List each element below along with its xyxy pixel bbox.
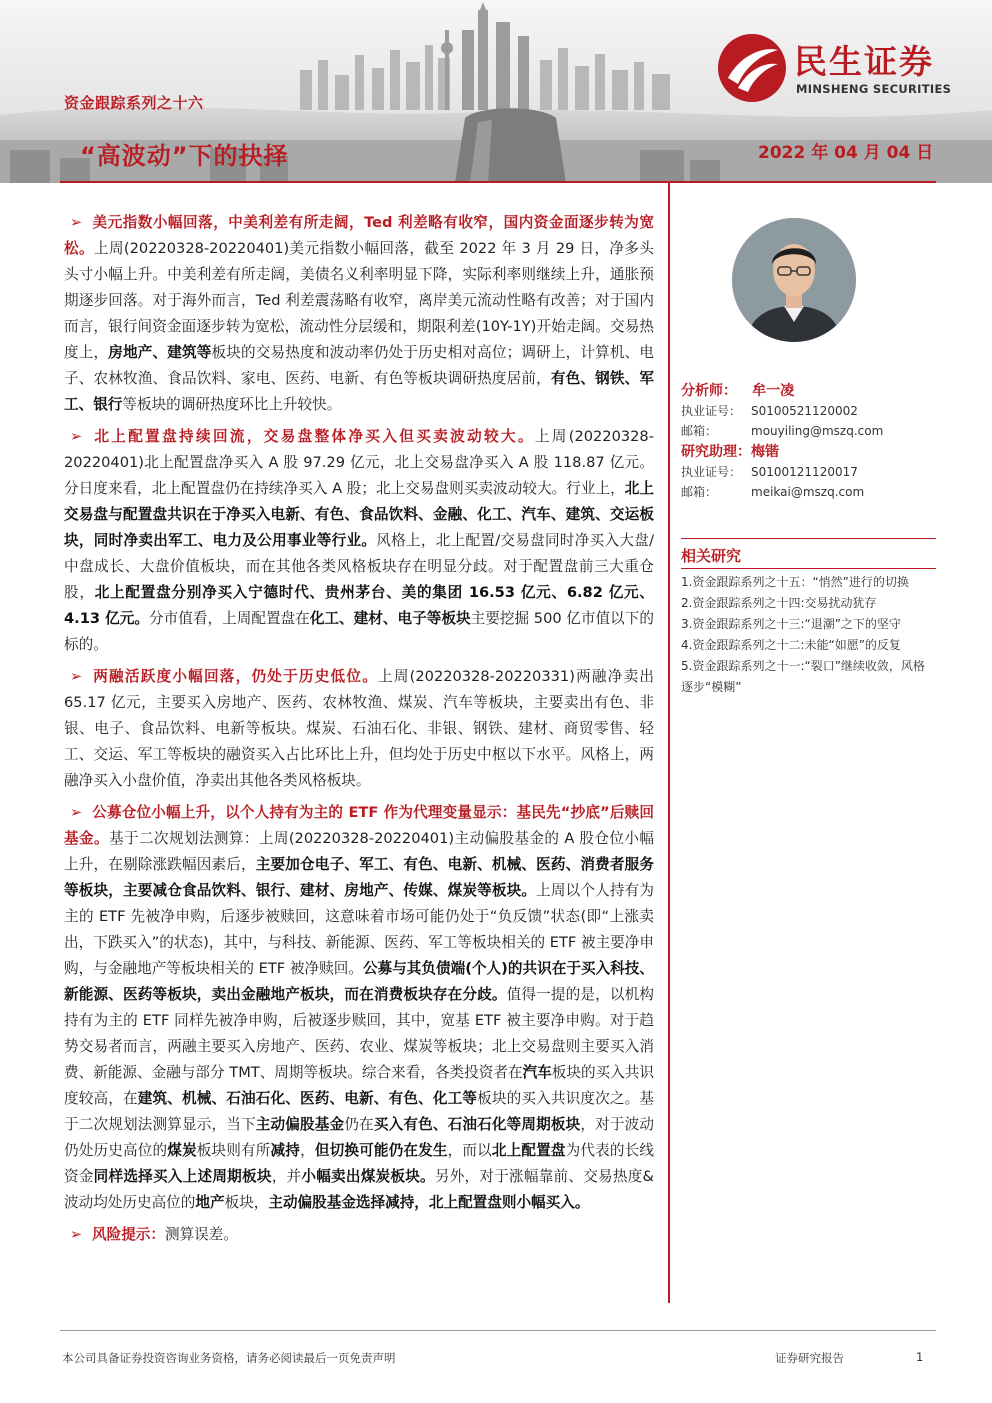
assistant-email-row: 邮箱： meikai@mszq.com bbox=[681, 485, 865, 499]
paragraph-margin-trading: ➢ 两融活跃度小幅回落，仍处于历史低位。上周(20220328-20220331)两融净卖出 65.17 亿元，主要买入房地产、医药、农林牧渔、煤炭、汽车等板块，主要卖出有色、非银、电子、食品饮料、电新等板块。煤炭、石油石化、非银、钢铁、建材、商贸零售、轻工、交运、军工等板块的融资买入占比环比上升，但均处于历史中枢以下水平。风格上，两融净买入小盘价值，净卖出其他各类风格板块。 bbox=[64, 664, 654, 794]
minsheng-logo-icon bbox=[716, 32, 788, 104]
report-title: “高波动”下的抉择 bbox=[80, 142, 289, 170]
analyst-cert-row: 执业证号： S0100521120002 bbox=[681, 404, 858, 418]
analyst-name: 牟一凌 bbox=[752, 383, 795, 399]
assistant-email-link[interactable]: meikai@mszq.com bbox=[751, 485, 865, 499]
related-research-top-rule bbox=[681, 538, 936, 539]
bullet-arrow-icon: ➢ bbox=[70, 428, 83, 445]
column-divider bbox=[668, 183, 670, 1303]
paragraph-risk-warning: ➢ 风险提示：测算误差。 bbox=[64, 1222, 654, 1248]
related-research-item[interactable]: 2.资金跟踪系列之十四:交易扰动犹存 bbox=[681, 596, 877, 610]
paragraph-dollar-index: ➢ 美元指数小幅回落，中美利差有所走阔，Ted 利差略有收窄，国内资金面逐步转为宽松。上周(20220328-20220401)美元指数小幅回落，截至 2022 年 3 月 29 日，净多头头寸小幅上升。中美利差有所走阔，美债名义利率明显下降，实际利率则继续上升，通胀预期逐步回落。对于海外而言，Ted 利差震荡略有收窄，离岸美元流动性略有改善；对于国内而言，银行间资金面逐步转为宽松，流动性分层缓和，期限利差(10Y-1Y)开始走阔。交易热度上，房地产、建筑等板块的交易热度和波动率仍处于历史相对高位；调研上，计算机、电子、农林牧渔、食品饮料、家电、医药、电新、有色等板块调研热度居前，有色、钢铁、军工、银行等板块的调研热度环比上升较快。 bbox=[64, 210, 654, 418]
analyst-portrait-image bbox=[732, 218, 856, 342]
minsheng-logo bbox=[716, 32, 976, 112]
related-research-heading: 相关研究 bbox=[681, 547, 742, 565]
analyst-role-label: 分析师： bbox=[681, 383, 737, 399]
series-title: 资金跟踪系列之十六 bbox=[64, 94, 204, 112]
assistant-role-label: 研究助理： bbox=[681, 444, 751, 460]
main-body bbox=[64, 210, 654, 1254]
analyst-block bbox=[681, 380, 883, 502]
footer-rule bbox=[60, 1330, 936, 1331]
report-date: 2022 年 04 月 04 日 bbox=[758, 143, 934, 163]
footer-disclaimer: 本公司具备证券投资咨询业务资格，请务必阅读最后一页免责声明 bbox=[62, 1351, 396, 1365]
header-banner bbox=[0, 0, 992, 183]
related-research-item[interactable]: 1.资金跟踪系列之十五：“悄然”进行的切换 bbox=[681, 575, 909, 589]
assistant-name: 梅锴 bbox=[751, 444, 779, 460]
footer-doc-type: 证券研究报告 bbox=[775, 1351, 844, 1365]
assistant-cert-row: 执业证号： S0100121120017 bbox=[681, 465, 858, 479]
related-research-rule bbox=[681, 568, 936, 569]
related-research-item[interactable]: 3.资金跟踪系列之十三:“退潮”之下的坚守 bbox=[681, 617, 901, 631]
bullet-arrow-icon: ➢ bbox=[70, 804, 83, 821]
related-research-list bbox=[681, 572, 936, 698]
bullet-arrow-icon: ➢ bbox=[70, 668, 83, 685]
logo-chinese-text: 民生证券 bbox=[794, 42, 934, 81]
analyst-email-row: 邮箱： mouyiling@mszq.com bbox=[681, 424, 884, 438]
logo-english-text: MINSHENG SECURITIES bbox=[796, 82, 952, 96]
header-divider bbox=[60, 181, 936, 183]
bullet-arrow-icon: ➢ bbox=[70, 1226, 83, 1243]
analyst-email-link[interactable]: mouyiling@mszq.com bbox=[751, 424, 884, 438]
page-number: 1 bbox=[916, 1350, 924, 1364]
paragraph-public-funds: ➢ 公募仓位小幅上升，以个人持有为主的 ETF 作为代理变量显示：基民先“抄底”后赎回基金。基于二次规划法测算：上周(20220328-20220401)主动偏股基金的 A 股仓位小幅上升，在剔除涨跌幅因素后，主要加仓电子、军工、有色、电新、机械、医药、消费者服务等板块，主要减仓食品饮料、银行、建材、房地产、传媒、煤炭等板块。上周以个人持有为主的 ETF 先被净申购，后逐步被赎回，这意味着市场可能仍处于“负反馈”状态(即“上涨卖出，下跌买入”的状态)，其中，与科技、新能源、医药、军工等板块相关的 ETF 被主要净申购，与金融地产等板块相关的 ETF 被净赎回。公募与其负债端(个人)的共识在于买入科技、新能源、医药等板块，卖出金融地产板块，而在消费板块存在分歧。值得一提的是，以机构持有为主的 ETF 同样先被净申购，后被逐步赎回，其中，宽基 ETF 被主要净申购。对于趋势交易者而言，两融主要买入房地产、医药、农业、煤炭等板块；北上交易盘则主要买入消费、新能源、金融与部分 TMT、周期等板块。综合来看，各类投资者在汽车板块的买入共识度较高，在建筑、机械、石油石化、医药、电新、有色、化工等板块的买入共识度次之。基于二次规划法测算显示，当下主动偏股基金仍在买入有色、石油石化等周期板块，对于波动仍处历史高位的煤炭板块则有所减持，但切换可能仍在发生，而以北上配置盘为代表的长线资金同样选择买入上述周期板块，并小幅卖出煤炭板块。另外，对于涨幅靠前、交易热度&波动均处历史高位的地产板块，主动偏股基金选择减持，北上配置盘则小幅买入。 bbox=[64, 800, 654, 1216]
related-research-item[interactable]: 4.资金跟踪系列之十二:未能“如愿”的反复 bbox=[681, 638, 901, 652]
related-research-item[interactable]: 5.资金跟踪系列之十一:“裂口”继续收敛，风格逐步“模糊” bbox=[681, 659, 925, 694]
paragraph-northbound: ➢ 北上配置盘持续回流，交易盘整体净买入但买卖波动较大。上周(20220328-20220401)北上配置盘净买入 A 股 97.29 亿元，北上交易盘净买入 A 股 118.87 亿元。分日度来看，北上配置盘仍在持续净买入 A 股；北上交易盘则买卖波动较大。行业上，北上交易盘与配置盘共识在于净买入电新、有色、食品饮料、金融、化工、汽车、建筑、交运板块，同时净卖出军工、电力及公用事业等行业。风格上，北上配置/交易盘同时净买入大盘/中盘成长、大盘价值板块，而在其他各类风格板块存在明显分歧。对于配置盘前三大重仓股，北上配置盘分别净买入宁德时代、贵州茅台、美的集团 16.53 亿元、6.82 亿元、4.13 亿元。分市值看，上周配置盘在化工、建材、电子等板块主要挖掘 500 亿市值以下的标的。 bbox=[64, 424, 654, 658]
bullet-arrow-icon: ➢ bbox=[70, 214, 83, 231]
analyst-photo bbox=[732, 218, 856, 342]
